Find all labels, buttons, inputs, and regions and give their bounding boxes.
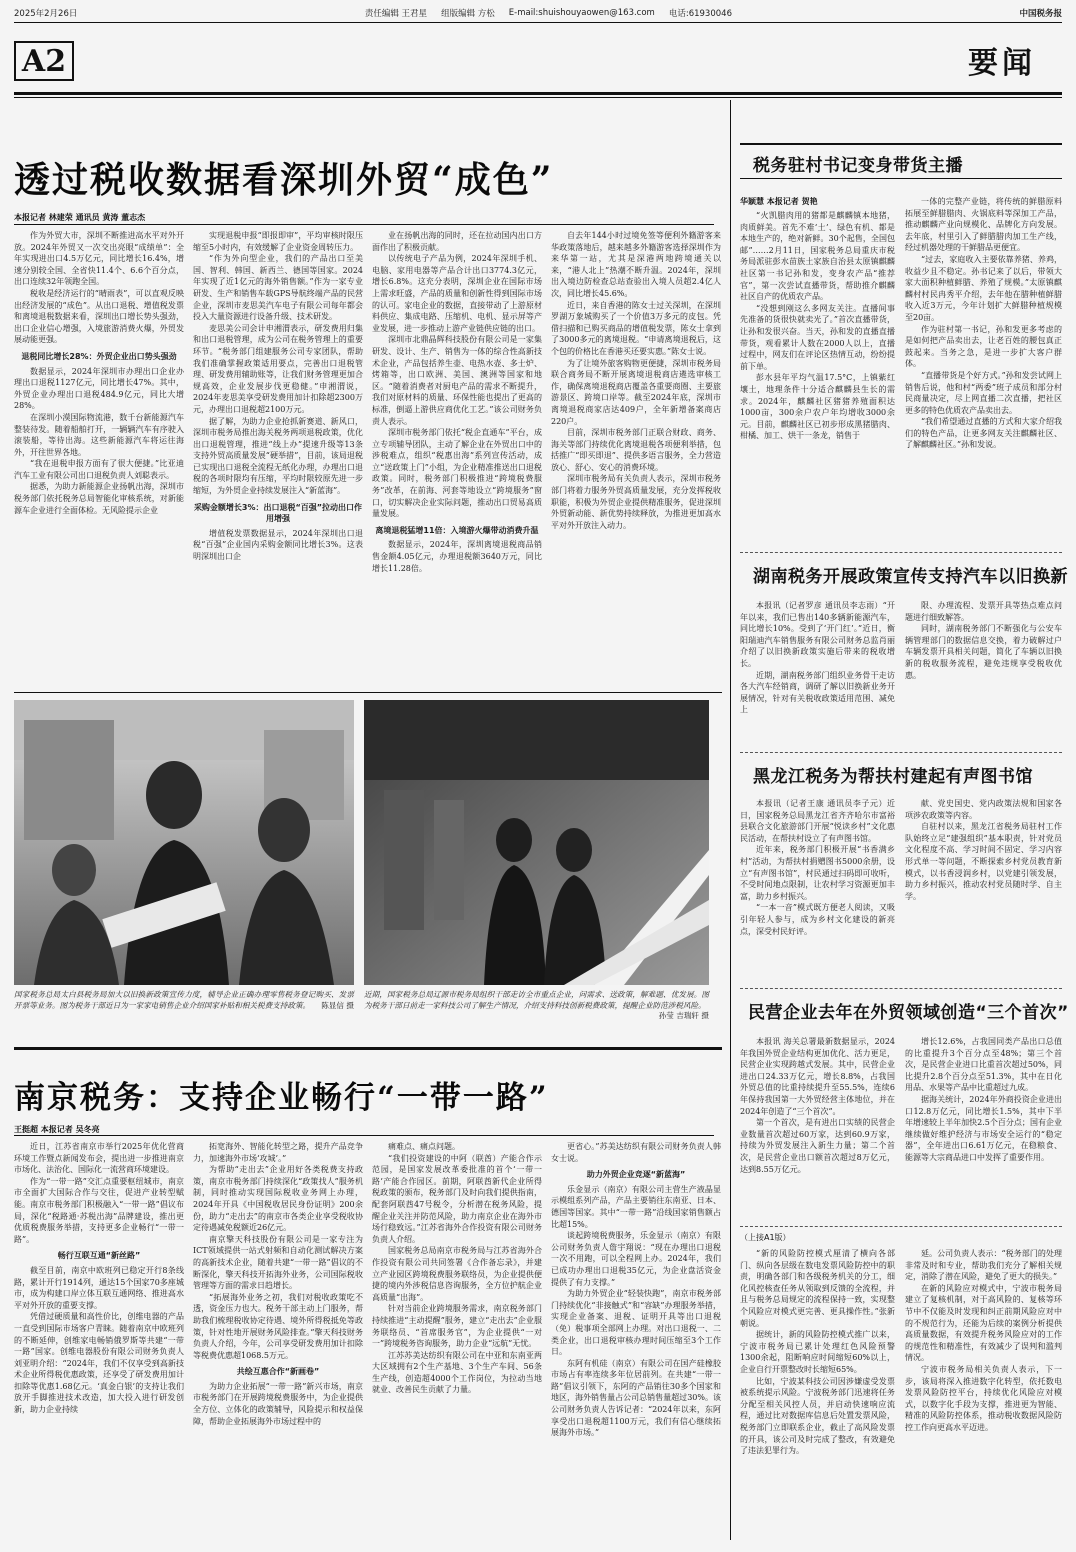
sidebar-divider (730, 100, 731, 1540)
page-number: A2 (14, 41, 74, 81)
sidebar-a4-separator (740, 988, 1062, 989)
masthead-rule-thin (14, 97, 1062, 98)
photo-right-image (364, 700, 709, 985)
sidebar-a3-separator (740, 752, 1062, 753)
sidebar-a3-column-1: 本报讯（记者王康 通讯员李子元）近日，国家税务总局黑龙江省齐齐哈尔市富裕县联合文化旅游部门开展“悦读乡村”文化惠民活动，在帮扶村设立了有声图书馆。 近年来，税务部门积极开展“书香满乡村”活动，为帮扶村捐赠图书5000余册，设立“有声图书馆”，村民通过扫码即可收听，不受时间地点限制，让农村学习资源更加丰富，助力乡村振兴。 “一本一音”模式既方便老人阅读，又吸引年轻人参与，成为乡村文化建设的新亮点，深受村民好评。 (740, 799, 895, 936)
sidebar-a3-column-2: 献、党史国史、党内政策法规和国家各项涉农政策等内容。 自驻村以来，黑龙江省税务局驻村工作队始终立足“建强组织”基本职责，针对党员文化程度不高、学习时间不固定、学习内容形式单一等问题，不断探索乡村党员教育新模式，以书香浸润乡村，以党建引领发展，助力乡村振兴，推动农村党员随时学、自主学。 (905, 799, 1062, 901)
nanjing-subhead-2: 共绘互惠合作“新画卷” (236, 1367, 320, 1377)
main-column-1: 作为外贸大市，深圳不断推进高水平对外开放。2024年外贸又一次交出亮眼“成绩单”：全年实现进出口4.5万亿元，同比增长16.4%，增速分别较全国、全省快11.4个、6.6个百分点，出口连续32年领跑全国。 税收是经济运行的“晴雨表”，可以直观反映出经济发展的“成色”。从出口退税、增值税发票和离境退税数据来看，深圳出口增长势头强劲，出口企业信心增强，入境旅游消费火爆，外贸发展动能更强。 退税同比增长28%：外贸企业出口势头强劲 数据显示，2024年深圳市办理出口企业办理出口退税1127亿元，同比增长47%。其中，外贸企业办理出口退税484.9亿元，同比大增28%。 在深圳小漠国际物流港，数千台新能源汽车整装待发。随着船舶打开，一辆辆汽车有序驶入滚装船，等待出海。这些新能源汽车将运往海外，开往世界各地。 “我在退税申报方面有了很大便捷。”比亚迪汽车工业有限公司出口退税负责人刘聪表示。 据悉，为助力新能源企业扬帆出海，深圳市税务部门依托税务总局智能化审核系统，对新能源车企业进行全面体检。无风险提示企业 (14, 231, 184, 515)
nanjing-column-3: 痛难点、痛点问题。 “我们投资建设的中阿（联酋）产能合作示范园，是国家发展改革委批准的首个‘一带一路’产能合作园区。前期，阿联酋新代企业所得税政策的颁布，税务部门及时向我们提供指南，配套阿联酋47号税令，分析潜在税务风险，提醒企业关注并防范风险，助力南京企业在海外市场行稳致远。”江苏省海外合作投资有限公司财务负责人介绍。 国家税务总局南京市税务局与江苏省海外合作投资有限公司共同签署《合作备忘录》，并建立产业园区跨境税费服务联络员，为企业提供便捷的境内外涉税信息咨询服务，全方位护航企业高质量“出海”。 针对当前企业跨境服务需求，南京税务部门持续推进“主动提醒”服务，建立“走出去”企业服务联络员、“首席服务官”，为企业提供“一对一”跨境税务咨询服务，助力企业“远航”无忧。 江苏苏美达纺织有限公司在中亚和东南亚两大区域拥有2个生产基地、3个生产车间、56条生产线，创造超4000个工作岗位，为拉动当地就业、改善民生贡献了力量。 (372, 1142, 542, 1395)
phone-number: 电话:61930046 (668, 9, 732, 19)
main-byline: 本报记者 林建荣 通讯员 黄涛 董志杰 (14, 213, 146, 222)
header-rule (14, 22, 1062, 23)
photo-top-rule (14, 692, 722, 693)
photo-left-credit: 陈显信 摄 (321, 1000, 354, 1010)
photo-right-credit: 孙莹 吉瑞轩 摄 (658, 1011, 709, 1020)
sidebar-a4-column-1: 本报讯 海关总署最新数据显示，2024年我国外贸企业结构更加优化、活力更足，民营企业实现跨越式发展。其中，民营企业进出口24.33万亿元，增长8.8%，占我国外贸总值的比重持续提升至55.5%，连续6年保持我国第一大外贸经营主体地位，并在2024年创造了“三个首次”。 第一个首次，是有进出口实绩的民营企业数量首次超过60万家，达到60.9万家，持续为外贸发展注入新生力量；第二个首次，是民营企业出口额首次超过8万亿元，达到8.55万亿元。 (740, 1037, 895, 1174)
photo-right-caption: 近期，国家税务总局辽源市税务局组织干部走访全市重点企业，问需求、送政策，解难题、优发展。图为税务干部日前走一家科技公司了解生产情况，介绍支持科技创新税费政策，提醒企业防范涉税风险。 孙莹 吉瑞轩 摄 (364, 990, 709, 1020)
sidebar-a1-byline: 华颖慧 本报记者 贺艳 (740, 197, 818, 206)
section-title: 要闻 (968, 46, 1036, 81)
byline-rule (14, 224, 714, 225)
nanjing-byline: 王挺超 本报记者 吴冬亮 (14, 1125, 100, 1134)
sidebar-a2-column-2: 限、办理流程、发票开具等热点难点问题进行细致解答。 同时，湖南税务部门不断强化与公安车辆管理部门的数据信息交换，着力破解过户车辆发票开具相关问题，简化了车辆以旧换新的税收服务流程，避免违规享受税收优惠。 (905, 601, 1062, 680)
editor-credit: 责任编辑 王君星 (364, 9, 428, 19)
photo-right (364, 700, 709, 985)
main-subhead-1: 退税同比增长28%：外贸企业出口势头强劲 (21, 351, 177, 361)
nanjing-subhead-1: 畅行互联互通“新丝路” (57, 1251, 141, 1261)
nanjing-column-4: 更省心。”苏美达纺织有限公司财务负责人韩女士说。 助力外贸企业竞逐“新蓝海” 乐金显示（南京）有限公司主营生产液晶显示模组系列产品，产品主要销往东南亚、日本、德国等国家。其中“一带一路”沿线国家销售额占比超15%。 谈起跨境税费服务，乐金显示（南京）有限公司财务负责人詹宇翔说：“现在办理出口退税一次不用跑，可以全程网上办。2024年，我们已成功办理出口退税35亿元，为企业盘活资金提供了有力支撑。” 为助力外贸企业“轻装快跑”，南京市税务部门持续优化“非接触式”和“容缺”办理服务举措，实现企业备案、退税、证明开具等出口退税（免）税事项全部网上办理。对出口退税一、二类企业，出口退税审核办理时间压缩至3个工作日。 东阿有机硅（南京）有限公司在国产硅橡胶市场占有率连续多年位居前列。在共建“一带一路”倡议引领下，东阿的产品销往30多个国家和地区，海外销售量占公司总销售量超过30%。该公司财务负责人告诉记者：“2024年以来，东阿享受出口退税超1100万元，我们有信心继续拓展海外市场。” (551, 1142, 721, 1438)
nanjing-headline: 南京税务：支持企业畅行“一带一路” (14, 1080, 549, 1116)
photo-left (14, 700, 354, 985)
sidebar-a4-column-2: 增长12.6%，占我国同类产品出口总值的比重提升3个百分点至48%；第三个首次，是民营企业进口比重首次超过50%，同比提升2.8个百分点至51.3%，其中在日化用品、水果等产品中比重超过九成。 据海关统计，2024年外商投资企业进出口12.8万亿元，同比增长1.5%，其中下半年增速较上半年加快2.5个百分点；国有企业继续做好维护经济与市场安全运行的“稳定器”，全年进出口6.61万亿元，在稳粮食、能源等大宗商品进口中发挥了重要作用。 (905, 1037, 1062, 1162)
nanjing-column-2: 拓宽海外、智能化转型之路，提升产品竞争力，加速海外市场‘攻城’。” 为帮助“走出去”企业用好各类税费支持政策，南京市税务部门持续深化“政策找人”服务机制，同时推动实现国际税收业务网上办理，2024年开具《中国税收居民身份证明》200余份，助力“走出去”的南京市各类企业享受税收协定待遇减免税额近26亿元。 南京擎天科技股份有限公司是一家专注为ICT领域提供一站式射频和自动化测试解决方案的高新技术企业，随着共建“一带一路”倡议的不断深化，擎天科技开拓海外业务，公司国际税收管理等方面的需求日趋增长。 “拓展海外业务之初，我们对税收政策吃不透，资金压力也大。税务干部主动上门服务，帮助我们梳理税收协定待遇、境外所得税抵免等政策，针对性地开展财务风险排查。”擎天科技财务负责人介绍，今年，公司享受研发费用加计扣除等税费优惠超1068.5万元。 共绘互惠合作“新画卷” 为助力企业拓展“一带一路”新兴市场，南京市税务部门在开展跨境税费服务中，为企业提供全方位、立体化的政策辅导，风险提示和权益保障，帮助企业拓展海外市场过程中的 (193, 1142, 363, 1426)
nanjing-byline-rule (14, 1135, 714, 1136)
main-subhead-2: 采购金额增长3%：出口退税“百强”拉动出口作用增强 (193, 502, 363, 524)
photo-left-caption: 国家税务总局太白县税务局加大以旧换新政策宣传力度，辅导企业正确办理零售税务登记购买、发票开票等业务。图为税务干部近日为一家家电销售企业介绍国家补贴和相关税费支持政策。 陈显信 摄 (14, 990, 354, 1010)
sidebar-a4-title: 民营企业去年在外贸领域创造“三个首次” (748, 1003, 1069, 1023)
masthead-rule (14, 92, 1062, 95)
main-column-4: 自去年144小时过境免签等便利外籍游客来华政策落地后，越来越多外籍游客选择深圳作为来华第一站，尤其是深港两地跨境通关以来，“港人北上”热潮不断升温。2024年，深圳出入境边防检查总站查验出入境人员超2.4亿人次，同比增长45.6%。 近日，来自香港的陈女士过关深圳，在深圳罗湖万象城购买了一个价值3万多元的皮包。凭借扫描和已购买商品的增值税发票，陈女士拿到了3000多元的离境退税。“申请离境退税后，这个包的价格比在香港买还要实惠。”陈女士说。 为了让境外旅客购物更便捷，深圳市税务局联合商务局不断开展离境退税商店遴选审核工作，确保离境退税商店覆盖各重要商圈、主要旅游景区、跨境口岸等。截至2024年底，深圳市离境退税商家店达409户，全年新增备案商店220户。 目前，深圳市税务部门正联合财政、商务、海关等部门持续优化离境退税各项便利举措，包括推广“即买即退”、提供多语言服务，全力营造放心、舒心、安心的消费环境。 深圳市税务局有关负责人表示，深圳市税务部门将着力服务外贸高质量发展，充分发挥税收职能，积极为外贸企业提供精准服务，促进深圳外贸新动能、新优势持续释放，为推进更加高水平对外开放注入动力。 (551, 231, 721, 530)
nanjing-top-rule (14, 1047, 722, 1050)
sidebar-a2-column-1: 本报讯（记者罗彦 通讯员李志雨）“开年以来，我们已售出140多辆新能源汽车，同比增长10%。受到了‘开门红’。”近日，衡阳瑞迪汽车销售服务有限公司财务总监肖丽介绍了以旧换新政策实施后带来的税收增长。 近期，湖南税务部门组织业务骨干走访各大汽车经销商，调研了解以旧换新业务开展情况，针对有关税收政策适用范围、减免上 (740, 601, 895, 715)
email-address[interactable]: E-mail:shuishouyaowen@163.com (508, 8, 655, 18)
paper-name: 中国税务报 (1019, 9, 1062, 19)
main-subhead-3: 离境退税猛增11倍：入境游火爆带动消费升温 (375, 525, 539, 535)
sidebar-a1-title: 税务驻村书记变身带货主播 (753, 156, 963, 176)
main-column-3: 业在扬帆出海的同时，还在拉动国内出口方面作出了积极贡献。 以传统电子产品为例，2024年深圳手机、电脑、家用电器等产品合计出口3774.3亿元，增长6.8%。这充分表明，深圳企业在国际市场上需求旺盛，产品的质量和创新性得到国际市场的认可。家电企业的数据，直接带动了上游原材料供应、集成电路、压缩机、电机、显示屏等产业发展，进一步推动上游产业链供应链的出口。 深圳市北鼎晶辉科技股份有限公司是一家集研发、设计、生产、销售为一体的综合性高新技术企业，产品包括养生壶、电热水壶、多士炉、烤箱等，出口欧洲、美国、澳洲等国家和地区。“随着消费者对厨电产品的需求不断提升，我们对原材料的质量、环保性能也提出了更高的标准，倒逼上游供应商优化工艺。”该公司财务负责人表示。 深圳市税务部门依托“税企直通车”平台，成立专项辅导团队，主动了解企业在外贸出口中的涉税难点，组织“税惠出海”系列宣传活动，成立“送政策上门”小组，为企业精准推送出口退税政策。同时，税务部门积极推进“跨境税费服务”改革，在前海、河套等地设立“跨境服务”窗口，切实解决企业实际问题，推动出口贸易高质量发展。 离境退税猛增11倍：入境游火爆带动消费升温 数据显示，2024年，深圳离境退税商品销售金额4.05亿元，办理退税额3640万元，同比增长11.28倍。 (372, 231, 542, 573)
main-column-2: 实现退税申报“即报即审”，平均审核时限压缩至5小时内，有效缓解了企业资金周转压力。 “作为外向型企业，我们的产品出口至美国、智利、韩国、新西兰、德国等国家。2024年实现了近1亿元的海外销售额。”作为一家专业研发、生产和销售车载GPS导航终端产品的民营企业，深圳市麦思美汽车电子有限公司每年都会投入大量资源进行设备升级、技术研发。 麦思美公司会计申湘渭表示，研发费用归集和出口退税管理，成为公司在税务管理上的重要环节。“税务部门组建服务公司专家团队，帮助我们准确掌握政策适用要点，完善出口退税管理、研发费用辅助账等，让我们财务管理更加合规高效，企业发展步伐更稳健。”申湘渭说，2024年麦思美享受研发费用加计扣除超2300万元，办理出口退税超2100万元。 据了解，为助力企业抢抓新赛道、新风口，深圳市税务局推出海关税务两项退税政策，优化出口退税管理，推进“线上办”提速升级等13条支持外贸高质量发展“硬举措”，目前，该局退税已实现出口退税全流程无纸化办理，办理出口退税的各项时限均有压缩，平均时限较原先进一步缩短，为外贸企业持续发展注入“新蓝海”。 采购金额增长3%：出口退税“百强”拉动出口作用增强 增值税发票数据显示，2024年深圳出口退税“百强”企业国内采购金额同比增长3%。这表明深圳出口企 (193, 231, 363, 562)
issue-date: 2025年2月26日 (14, 9, 78, 19)
sidebar-a2-separator (740, 552, 1062, 553)
sidebar-a1-column-2: 一体的完整产业链，将传统的鲜腊原料拓展至鲜腊腊肉、火锅底料等深加工产品，推动麒麟产业向规模化、品牌化方向发展。去年底，村里引入了鲜腊腊肉加工生产线，经过机器处理的干鲜腊品更便宜。 “过去，家庭收入主要依靠养猪、养鸡，收益少且不稳定。孙书记来了以后，带领大家大面积种植鲜腊、养殖了规模。”太原镇麒麟村村民冉秀平介绍，去年他在腊种植鲜腊收入近3万元，今年计划扩大鲜腊种植规模至20亩。 作为驻村第一书记，孙和发更多考虑的是如何把产品卖出去，让老百姓的腰包真正鼓起来。当务之急，是进一步扩大客户群体。 “直播带货是个好方式。”孙和发尝试网上销售后说，他和村“两委”班子成员和部分村民商量决定，尽上网直播二次直播，把社区更多的特色优质农产品卖出去。 “我们希望通过直播的方式和大家介绍我们的特色产品，让更多网友关注麒麟社区、了解麒麟社区。”孙和发说。 (905, 197, 1062, 450)
page-header (14, 6, 1062, 20)
photo-left-image (14, 700, 354, 985)
sidebar-a1-rule-bottom (740, 178, 1062, 179)
sidebar-a3-title: 黑龙江税务为帮扶村建起有声图书馆 (753, 767, 1033, 787)
nanjing-column-1: 近日，江苏省南京市举行2025年优化营商环境工作暨点新闻发布会，提出进一步推进南京市场化、法治化、国际化一流营商环境建设。 作为“一带一路”交汇点重要枢纽城市，南京市全面扩大国际合作与交往，促进产业转型赋能。南京市税务部门积极融入“一带一路”倡议布局，深化“税路通·苏税出海”品牌建设，推出更优质税费服务举措，支持更多企业畅行“一带一路”。 畅行互联互通“新丝路” 截至目前，南京中欧班列已稳定开行8条线路，累计开行1914列，通达15个国家70多座城市，成为构建口岸立体互联互通网络、推进高水平对外开放的重要支撑。 凭借过硬质量和高性价比，创维电器的产品一直受到国际市场客户青睐。随着南京中欧班列的不断延伸，创维家电畅销俄罗斯等共建“一带一路”国家。创维电器股份有限公司财务负责人刘亚明介绍：“2024年，我们不仅享受到高新技术企业所得税优惠政策，还享受了研发费用加计扣除等优惠1.68亿元。‘真金白银’的支持让我们放开手脚推进技术改造，加大投入进行研发创新，助力企业持续 (14, 1142, 184, 1415)
sidebar-a1-rule-top (740, 143, 1062, 145)
sidebar-a1-column-1: “火凯腊肉用的猪都是麒麟镇本地猪，肉质鲜美。首先不难‘土’、绿色有机、都是本地生产的，绝对新鲜。30个起售，全国包邮”……2月11日，国家税务总局重庆市税务局派驻彭水苗族土家族自治县太原镇麒麟社区第一书记孙和发，变身农产品“推荐官”，第一次尝试直播带货，帮助推介麒麟社区自产的优质农产品。 “没想到刚这么多网友关注。直播间事先准备的货很快就卖光了。”首次直播带货，让孙和发很兴奋。当天，孙和发的直播直播带货，观看累计人数在2000人以上，直播过程中，网友们在评论区热情互动，纷纷提前下单。 彭水县年平均气温17.5°C，上镇紫红壤土，地理条件十分适合麒麟县生长的需求。2024年，麒麟社区猪猪养殖面积达1000亩，300余户农户年均增收3000余元。目前，麒麟社区已初步形成黑猪腊肉、柑橘、加工、烘干一条龙，销售于 (740, 211, 895, 441)
sidebar-a5-column-2: 延。公司负责人表示：“税务部门的处理非常及时和专业，帮助我们充分了解相关规定，消除了潜在风险，避免了更大的损失。” 在新的风险应对模式中，宁波市税务局建立了复核机制，对于高风险的、复核等环节中不仅能及时发现和纠正前期风险应对中的不规范行为，还能为后续的案例分析提供高质量数据，有效提升税务风险应对的工作的规范性和精准性，有效减少了误判和滥判情况。 宁波市税务局相关负责人表示，下一步，该局将深入推进数字化转型，依托数电发票风险防控平台，持续优化风险应对模式，以数字化手段为支撑，推进更为智能、精准的风险防控体系，推动税收数据风险防控工作向更高水平迈进。 (905, 1249, 1062, 1432)
sidebar-a5-separator (740, 1226, 1062, 1227)
nanjing-subhead-3: 助力外贸企业竞逐“新蓝海” (586, 1170, 686, 1180)
sidebar-a5-column-1: “新的风险防控模式厘清了横向各部门、纵向各层级在数电发票风险防控中的职责，明确各部门和各级税务机关的分工，细化风控核查任务从领取到反馈的全流程，并且与税务总局规定的流程保持一致，实现整个风险应对模式更完善、更具操作性。”张新朝说。 据统计，新的风险防控模式推广以来，宁波市税务局已累计处理红色风险预警1300余起，阻断响应时间缩短60%以上，企业自行开票整改时长缩短65%。 比如，宁波某科技公司因涉嫌虚受发票被系统提示风险。宁波税务部门迅速将任务分配至相关风控人员，并启动快速响应流程，通过比对数据库信息后处置发票风险，税务部门立即联系企业，截止了高风险发票的开具，该公司及时完成了整改，有效避免了违法犯罪行为。 (740, 1249, 895, 1456)
sidebar-a2-title: 湖南税务开展政策宣传支持汽车以旧换新 (753, 567, 1068, 587)
main-headline: 透过税收数据看深圳外贸“成色” (14, 159, 554, 201)
sidebar-a5-continuation-tag: （上接A1版） (740, 1233, 791, 1242)
layout-credit: 组版编辑 方松 (441, 9, 495, 19)
